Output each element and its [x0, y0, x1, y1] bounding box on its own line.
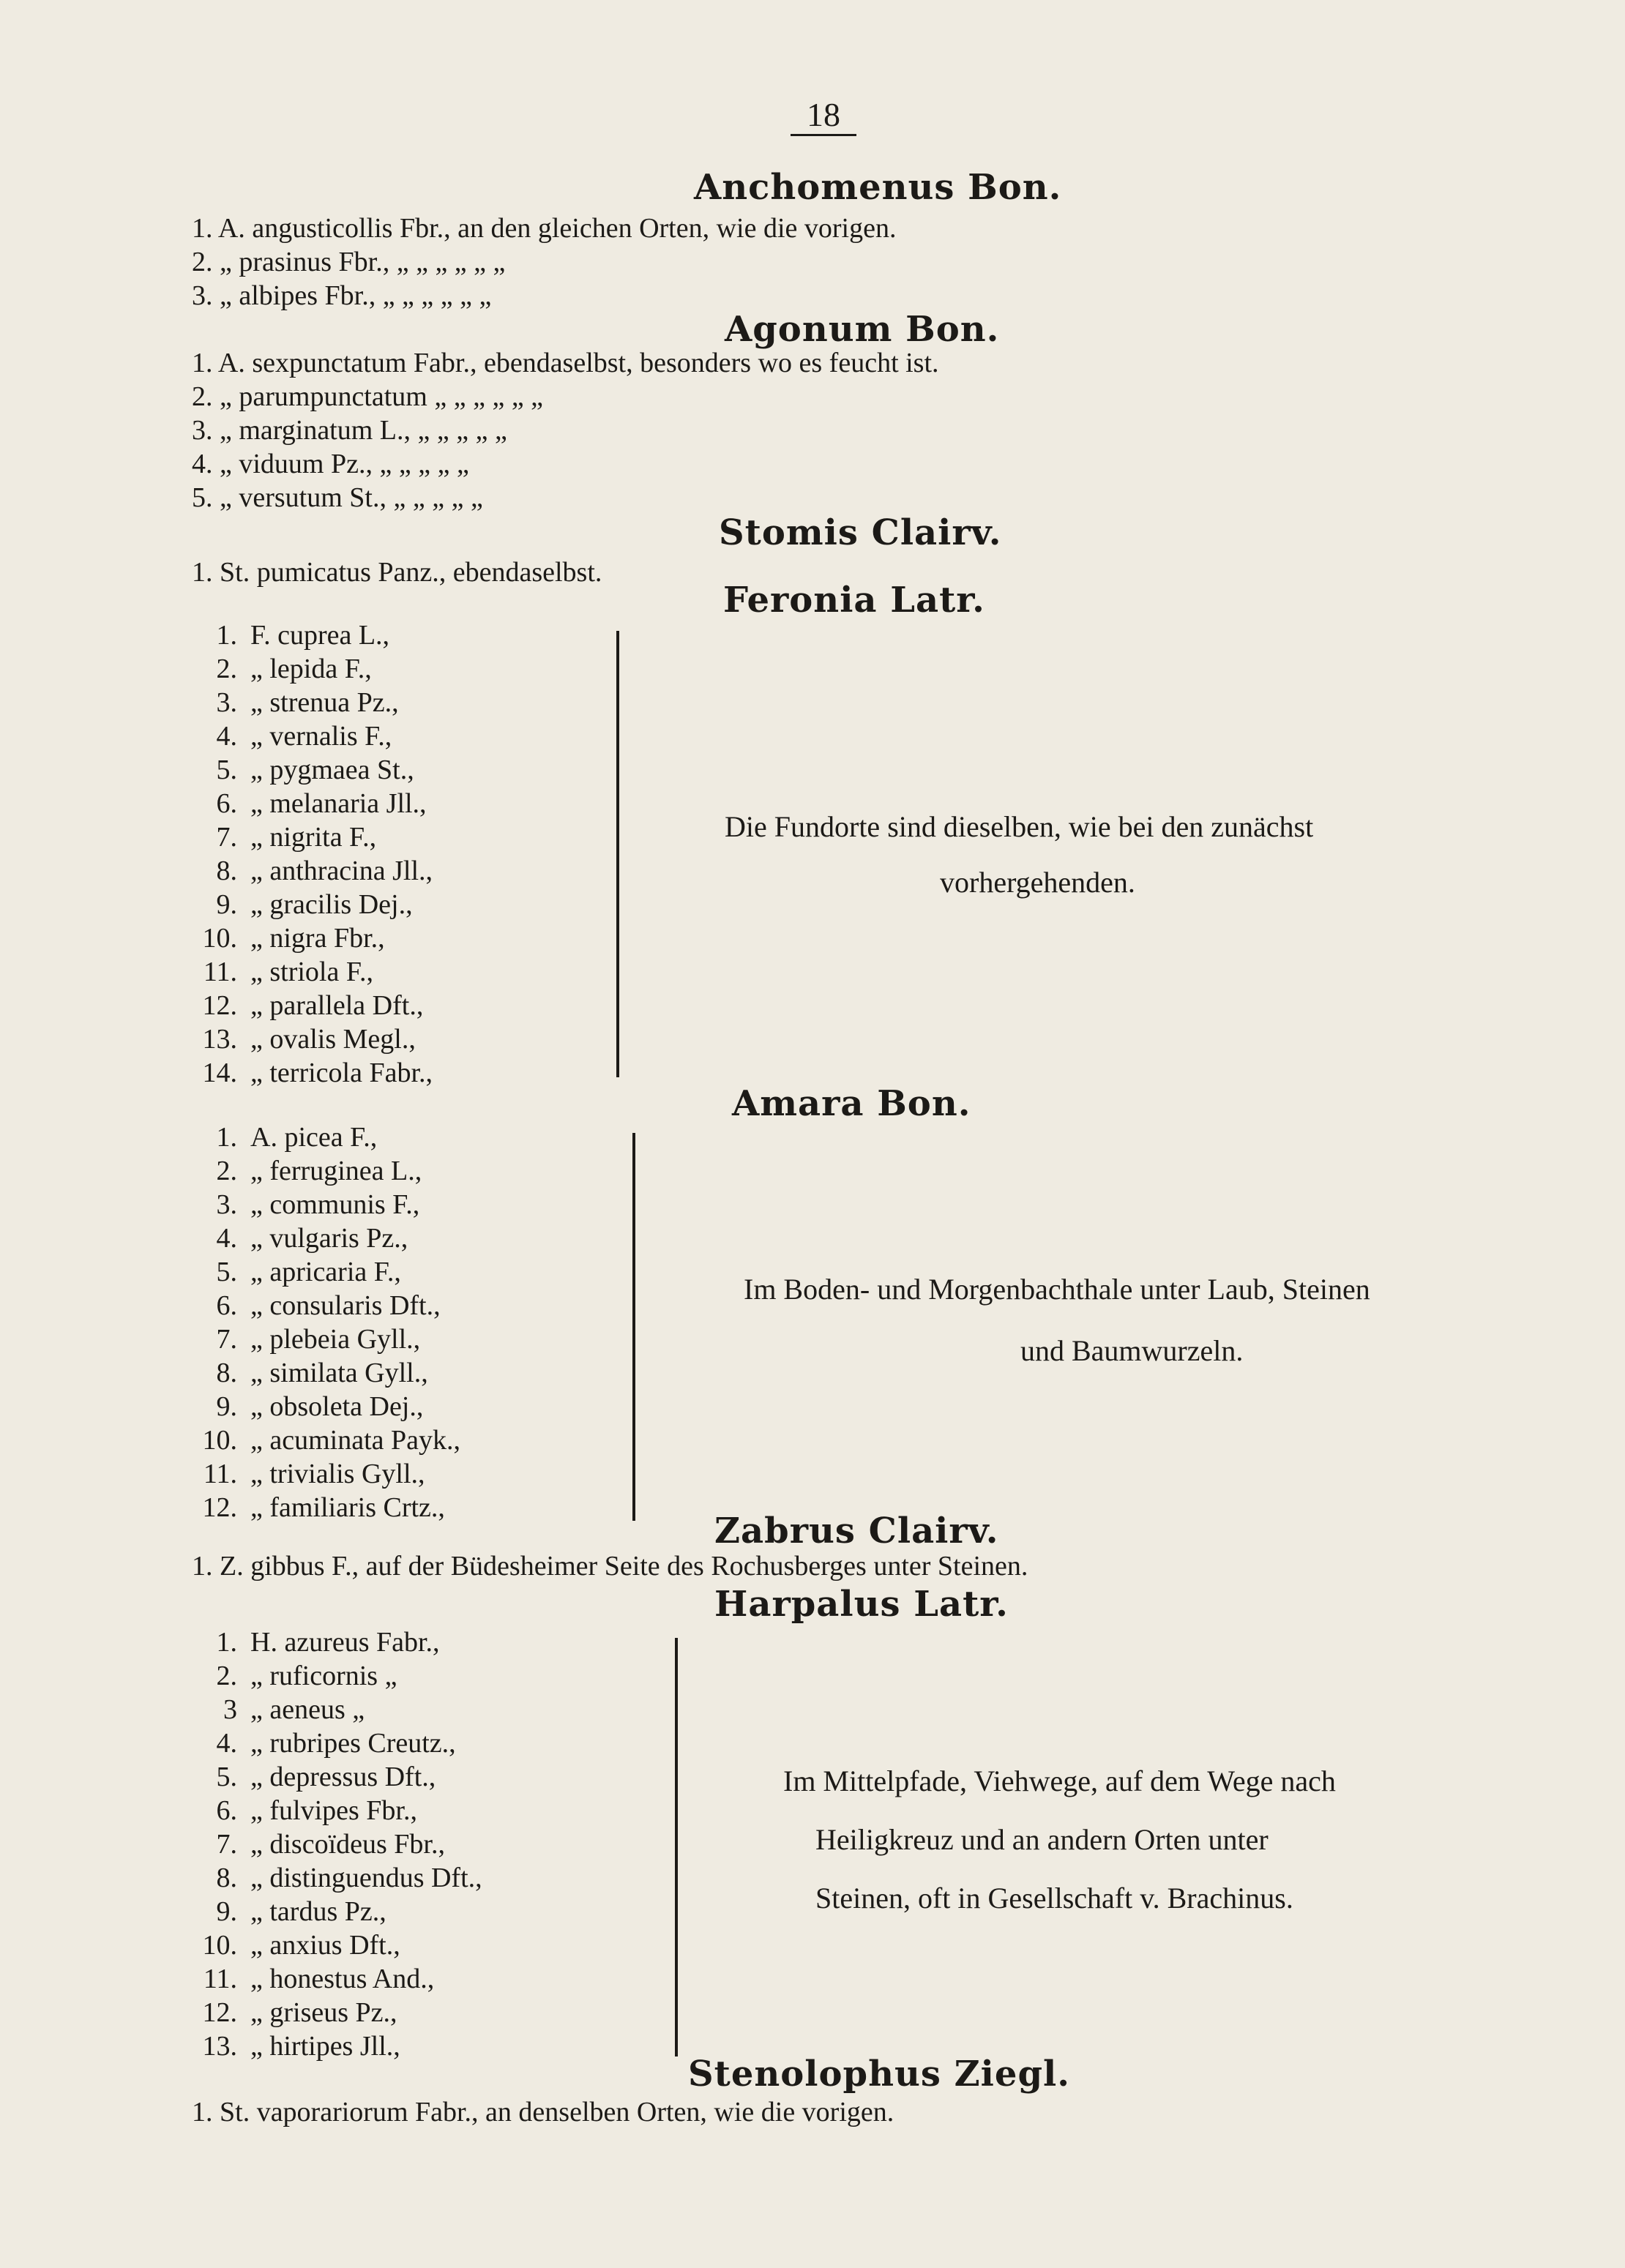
list-item: 11. „ striola F., [203, 957, 373, 987]
zabrus-line-1: 1. Z. gibbus F., auf der Büdesheimer Seite des Rochusberges unter Steinen. [192, 1551, 1028, 1582]
list-item: 1. A. picea F., [216, 1122, 378, 1153]
list-item: 8. „ similata Gyll., [216, 1358, 428, 1388]
stenolophus-line-1: 1. St. vaporariorum Fabr., an denselben Orten, wie die vorigen. [192, 2097, 894, 2127]
list-item: 5. „ pygmaea St., [216, 755, 414, 785]
list-item: 3 „ aeneus „ [223, 1694, 365, 1725]
list-item: 12. „ familiaris Crtz., [202, 1492, 445, 1523]
list-item: 3. „ strenua Pz., [216, 687, 399, 718]
section-title-agonum: Agonum Bon. [725, 309, 1000, 350]
list-item: 12. „ griseus Pz., [202, 1997, 397, 2028]
list-item: 5. „ apricaria F., [216, 1257, 401, 1287]
list-item: 4. „ vulgaris Pz., [216, 1223, 408, 1254]
anchomenus-line-1: 1. A. angusticollis Fbr., an den gleichen Orten, wie die vorigen. [192, 213, 897, 244]
list-item: 10. „ anxius Dft., [202, 1930, 400, 1961]
list-item: 2. „ ruficornis „ [216, 1661, 397, 1691]
list-item: 8. „ distinguendus Dft., [216, 1863, 482, 1893]
harpalus-brace [675, 1638, 678, 2056]
amara-note-line-2: und Baumwurzeln. [1020, 1334, 1244, 1367]
list-item: 11. „ honestus And., [203, 1964, 435, 1994]
feronia-brace [616, 631, 619, 1077]
amara-note-line-1: Im Boden- und Morgenbachthale unter Laub, Steinen [744, 1273, 1370, 1306]
harpalus-note-line-1: Im Mittelpfade, Viehwege, auf dem Wege nach [783, 1764, 1336, 1797]
list-item: 11. „ trivialis Gyll., [203, 1459, 425, 1489]
list-item: 7. „ nigrita F., [216, 822, 377, 853]
stomis-line-1: 1. St. pumicatus Panz., ebendaselbst. [192, 557, 602, 588]
list-item: 13. „ ovalis Megl., [202, 1024, 416, 1055]
harpalus-note-line-2: Heiligkreuz und an andern Orten unter [815, 1823, 1269, 1856]
list-item: 9. „ obsoleta Dej., [216, 1391, 424, 1422]
section-title-zabrus: Zabrus Clairv. [714, 1511, 999, 1552]
list-item: 5. „ depressus Dft., [216, 1762, 436, 1792]
list-item: 8. „ anthracina Jll., [216, 856, 433, 886]
agonum-line-4: 4. „ viduum Pz., „ „ „ „ „ [192, 449, 469, 479]
amara-brace [632, 1133, 635, 1521]
agonum-line-5: 5. „ versutum St., „ „ „ „ „ [192, 482, 483, 513]
agonum-line-3: 3. „ marginatum L., „ „ „ „ „ [192, 415, 507, 446]
list-item: 12. „ parallela Dft., [202, 990, 424, 1021]
section-title-stomis: Stomis Clairv. [719, 512, 1002, 553]
list-item: 3. „ communis F., [216, 1189, 420, 1220]
list-item: 14. „ terricola Fabr., [202, 1058, 433, 1088]
section-title-feronia: Feronia Latr. [723, 580, 985, 621]
agonum-line-2: 2. „ parumpunctatum „ „ „ „ „ „ [192, 381, 544, 412]
list-item: 4. „ rubripes Creutz., [216, 1728, 456, 1759]
list-item: 9. „ tardus Pz., [216, 1896, 386, 1927]
section-title-harpalus: Harpalus Latr. [714, 1584, 1009, 1625]
harpalus-note-line-3: Steinen, oft in Gesellschaft v. Brachinus. [815, 1882, 1293, 1915]
list-item: 1. F. cuprea L., [216, 620, 390, 651]
list-item: 2. „ lepida F., [216, 654, 372, 684]
list-item: 6. „ consularis Dft., [216, 1290, 441, 1321]
list-item: 13. „ hirtipes Jll., [202, 2031, 400, 2062]
list-item: 2. „ ferruginea L., [216, 1156, 422, 1186]
list-item: 1. H. azureus Fabr., [216, 1627, 440, 1658]
list-item: 10. „ nigra Fbr., [202, 923, 385, 954]
list-item: 10. „ acuminata Payk., [202, 1425, 461, 1456]
list-item: 4. „ vernalis F., [216, 721, 392, 752]
list-item: 6. „ fulvipes Fbr., [216, 1795, 417, 1826]
feronia-note-line-1: Die Fundorte sind dieselben, wie bei den zunächst [725, 810, 1314, 843]
anchomenus-line-3: 3. „ albipes Fbr., „ „ „ „ „ „ [192, 280, 492, 311]
agonum-line-1: 1. A. sexpunctatum Fabr., ebendaselbst, besonders wo es feucht ist. [192, 348, 939, 378]
feronia-note-line-2: vorhergehenden. [940, 866, 1135, 899]
list-item: 7. „ plebeia Gyll., [216, 1324, 421, 1355]
anchomenus-line-2: 2. „ prasinus Fbr., „ „ „ „ „ „ [192, 247, 506, 277]
list-item: 9. „ gracilis Dej., [216, 889, 413, 920]
list-item: 7. „ discoïdeus Fbr., [216, 1829, 445, 1860]
section-title-amara: Amara Bon. [732, 1083, 971, 1124]
list-item: 6. „ melanaria Jll., [216, 788, 427, 819]
section-title-stenolophus: Stenolophus Ziegl. [688, 2054, 1070, 2095]
section-title-anchomenus: Anchomenus Bon. [694, 167, 1062, 208]
page-number: 18 [791, 95, 856, 136]
